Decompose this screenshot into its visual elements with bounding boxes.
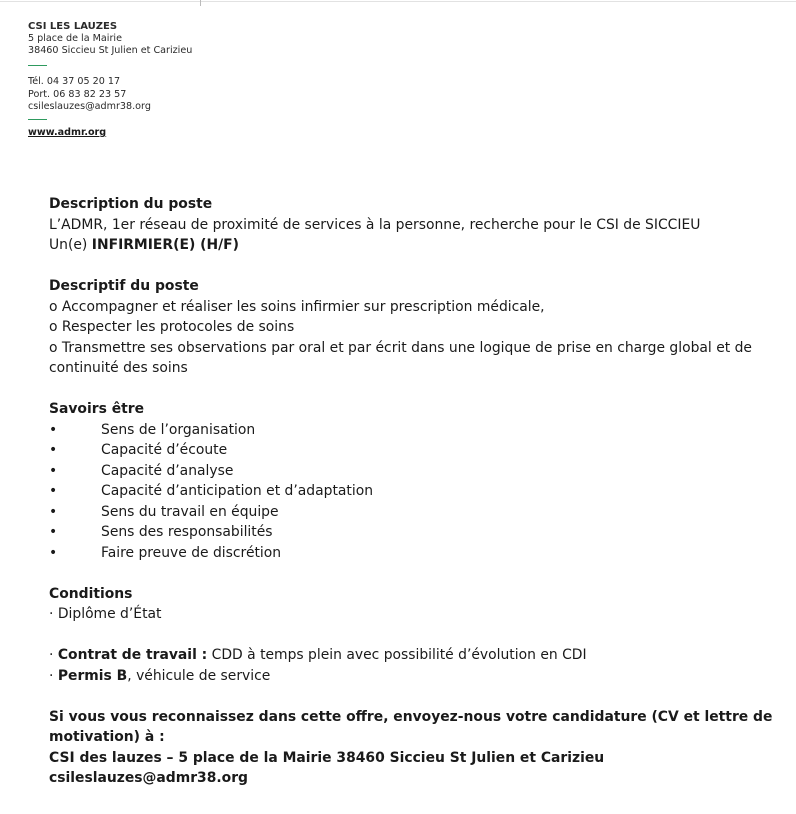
accent-divider: [28, 65, 47, 66]
bullet: •: [49, 483, 58, 499]
candidature-email[interactable]: csileslauzes@admr38.org: [49, 770, 248, 786]
descriptif-title: Descriptif du poste: [49, 278, 199, 294]
accent-divider-2: [28, 119, 47, 120]
permis-line: [49, 666, 784, 687]
letterhead: [28, 20, 192, 139]
bullet: •: [49, 524, 58, 540]
page-top-border: [0, 1, 796, 2]
list-item-label: Capacité d’analyse: [101, 462, 234, 479]
savoirs-list: [49, 420, 784, 564]
phone-number: Tél. 04 37 05 20 17: [28, 76, 121, 88]
job-title-line: [49, 235, 784, 256]
contrat-prefix: ·: [49, 647, 58, 663]
description-text: L’ADMR, 1er réseau de proximité de services à la personne, recherche pour le CSI de SICCIEU: [49, 216, 701, 233]
savoirs-title: Savoirs être: [49, 401, 145, 417]
conditions-title: Conditions: [49, 585, 133, 602]
candidature-intro: Si vous vous reconnaissez dans cette offre, envoyez-nous votre candidature (CV et lettre de motivation) à :: [49, 708, 773, 745]
contrat-label: Contrat de travail :: [57, 647, 208, 663]
header-email: csileslauzes@admr38.org: [28, 100, 151, 112]
description-title: Description du poste: [49, 196, 213, 212]
list-item-label: Sens de l’organisation: [101, 421, 256, 438]
bullet: •: [49, 503, 58, 520]
descriptif-item: o Transmettre ses observations par oral et par écrit dans une logique de prise en charge global et de continuité des soins: [49, 339, 752, 376]
list-item-label: Faire preuve de discrétion: [101, 544, 282, 561]
job-title: INFIRMIER(E) (H/F): [91, 237, 240, 253]
list-item-label: Capacité d’anticipation et d’adaptation: [101, 483, 374, 499]
address-line-1: 5 place de la Mairie: [28, 33, 122, 44]
bullet: •: [49, 544, 58, 561]
list-item: [49, 502, 784, 523]
list-item: [49, 481, 784, 502]
list-item: [49, 461, 784, 482]
list-item: [49, 420, 784, 441]
descriptif-item: o Accompagner et réaliser les soins infirmier sur prescription médicale,: [49, 298, 545, 315]
website-link[interactable]: www.admr.org: [28, 127, 107, 139]
contrat-line: [49, 645, 784, 666]
diplome-line: · Diplôme d’État: [49, 606, 162, 622]
candidature-address: CSI des lauzes – 5 place de la Mairie 38460 Siccieu St Julien et Carizieu: [49, 749, 605, 766]
list-item-label: Capacité d’écoute: [101, 442, 228, 458]
org-name: CSI LES LAUZES: [28, 21, 118, 32]
bullet: •: [49, 442, 58, 458]
job-offer-body: [49, 194, 784, 789]
bullet: •: [49, 421, 58, 438]
mobile-number: Port. 06 83 82 23 57: [28, 88, 127, 100]
contrat-value: CDD à temps plein avec possibilité d’évolution en CDI: [207, 647, 587, 663]
list-item: [49, 543, 784, 564]
permis-label: Permis B: [57, 667, 128, 684]
descriptif-item: o Respecter les protocoles de soins: [49, 319, 295, 335]
bullet: •: [49, 462, 58, 479]
page-top-tick: [200, 0, 201, 6]
permis-value: , véhicule de service: [127, 667, 271, 684]
list-item-label: Sens du travail en équipe: [101, 503, 279, 520]
list-item: [49, 440, 784, 461]
job-title-prefix: Un(e): [49, 237, 92, 253]
permis-prefix: ·: [49, 667, 58, 684]
list-item-label: Sens des responsabilités: [101, 524, 273, 540]
list-item: [49, 522, 784, 543]
address-line-2: 38460 Siccieu St Julien et Carizieu: [28, 45, 193, 57]
